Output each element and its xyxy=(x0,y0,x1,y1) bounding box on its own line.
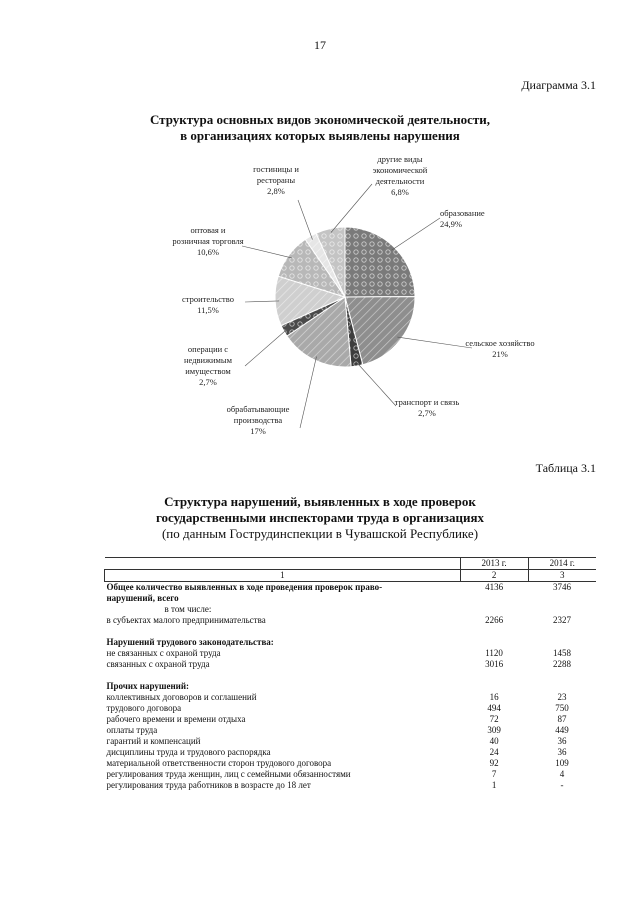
table-row xyxy=(105,670,597,681)
table-cell-v2014 xyxy=(528,637,596,648)
pie-slice-label xyxy=(395,397,460,418)
table-row-label: в субъектах малого предпринимательства xyxy=(106,615,266,625)
table-cell-v2013: 494 xyxy=(487,703,501,713)
pie-slice-label-line: гостиницы и xyxy=(253,164,299,174)
pie-leader-line xyxy=(245,329,287,366)
pie-slice-percent: 21% xyxy=(492,349,508,359)
table-row xyxy=(105,593,597,604)
pie-slice-label-line: образование xyxy=(440,208,485,218)
pie-leader-line xyxy=(356,362,396,406)
table-cell-v2013: 1120 xyxy=(485,648,503,658)
table-column-number: 2 xyxy=(460,570,528,582)
table-cell-v2014: - xyxy=(560,780,564,790)
table-cell-v2014: 4 xyxy=(559,769,565,779)
table-cell-v2013 xyxy=(460,637,528,648)
pie-slice-label-line: оптовая и xyxy=(190,225,226,235)
table-header-cell: 2013 г. xyxy=(460,558,528,570)
table-row-label xyxy=(105,626,461,637)
table-cell-v2013: 309 xyxy=(487,725,501,735)
table-cell-v2014 xyxy=(528,670,596,681)
table-row-label xyxy=(105,670,461,681)
table-column-number: 1 xyxy=(105,570,461,582)
pie-slice-percent: 11,5% xyxy=(197,305,219,315)
table-row-label: Нарушений трудового законодательства: xyxy=(106,637,274,647)
pie-slice-label-line: операции с xyxy=(187,344,229,354)
pie-slice-label-line: обрабатывающие xyxy=(226,404,290,414)
table-row-label: регулирования труда женщин, лиц с семейными обязанностями xyxy=(106,769,351,779)
table-row xyxy=(105,604,597,615)
table-cell-v2013: 2266 xyxy=(485,615,504,625)
pie-slice-percent: 10,6% xyxy=(197,247,219,257)
pie-slice-label-line: сельское хозяйство xyxy=(465,338,535,348)
table-cell-v2014 xyxy=(528,593,596,604)
pie-leader-line xyxy=(245,301,279,302)
table-cell-v2013: 4136 xyxy=(485,582,504,592)
diagram-label: Диаграмма 3.1 xyxy=(521,78,596,92)
table-cell-v2014: 1458 xyxy=(553,648,572,658)
table-header-cell: 2014 г. xyxy=(528,558,596,570)
table-row xyxy=(105,747,597,758)
table-row xyxy=(105,758,597,769)
table-row xyxy=(105,637,597,648)
table-cell-v2013: 40 xyxy=(489,736,499,746)
table-title-line-2: государственными инспекторами труда в организациях xyxy=(155,510,485,525)
pie-leader-line xyxy=(392,218,441,250)
pie-slices xyxy=(275,227,415,367)
pie-slice-label xyxy=(227,404,290,436)
pie-slice-label-line: имуществом xyxy=(185,366,231,376)
page-number: 17 xyxy=(314,38,326,52)
table-row-label: нарушений, всего xyxy=(106,593,179,603)
pie-slice-label xyxy=(184,344,233,387)
table-label: Таблица 3.1 xyxy=(535,461,596,475)
pie-slice-label xyxy=(465,338,534,359)
pie-slice-label-line: экономической xyxy=(372,165,428,175)
table-cell-v2013 xyxy=(460,593,528,604)
table-cell-v2014: 36 xyxy=(557,736,567,746)
pie-slice-label xyxy=(172,225,243,257)
pie-leader-line xyxy=(331,184,372,233)
table-cell-v2014: 23 xyxy=(557,692,567,702)
pie-slice-percent: 2,7% xyxy=(199,377,217,387)
table-row xyxy=(105,615,597,626)
table-row-label: Прочих нарушений: xyxy=(106,681,190,691)
pie-leader-line xyxy=(298,200,313,240)
table-row-label: Общее количество выявленных в ходе проведения проверок право- xyxy=(106,582,383,592)
table-row-label: регулирования труда работников в возрасте до 18 лет xyxy=(106,780,311,790)
table-cell-v2014 xyxy=(528,626,596,637)
table-row-label: дисциплины труда и трудового распорядка xyxy=(106,747,271,757)
violations-table xyxy=(104,557,596,791)
table-row xyxy=(105,703,597,714)
pie-slice-label xyxy=(182,294,234,315)
table-cell-v2013 xyxy=(460,681,528,692)
table-row xyxy=(105,780,597,791)
table-cell-v2014 xyxy=(528,681,596,692)
table-cell-v2013: 7 xyxy=(491,769,497,779)
pie-chart xyxy=(0,0,640,450)
table-cell-v2013 xyxy=(460,626,528,637)
table-row xyxy=(105,769,597,780)
table-row xyxy=(105,692,597,703)
pie-slice-percent: 2,7% xyxy=(418,408,436,418)
table-cell-v2013: 1 xyxy=(491,780,497,790)
table-cell-v2014 xyxy=(528,604,596,615)
table-column-number-row xyxy=(105,570,597,582)
table-title-line-3: (по данным Гострудинспекции в Чувашской Республике) xyxy=(161,526,479,541)
table-row xyxy=(105,736,597,747)
table-cell-v2013: 16 xyxy=(489,692,499,702)
chart-title-line-1: Структура основных видов экономической деятельности, xyxy=(149,112,491,127)
table-row xyxy=(105,648,597,659)
pie-slice-label-line: строительство xyxy=(182,294,234,304)
pie-slice-percent: 24,9% xyxy=(440,219,462,229)
table-column-number: 3 xyxy=(528,570,596,582)
table-cell-v2013: 24 xyxy=(489,747,499,757)
pie-leader-line xyxy=(397,337,472,348)
pie-slice-label-line: транспорт и связь xyxy=(394,397,460,407)
table-cell-v2013 xyxy=(460,670,528,681)
pie-slice-label-line: недвижимым xyxy=(184,355,232,365)
table-row-label: связанных с охраной труда xyxy=(106,659,210,669)
table-row-label: оплаты труда xyxy=(106,725,158,735)
pie-slice-label xyxy=(440,208,485,229)
table-row xyxy=(105,626,597,637)
pie-slice-label-line: деятельности xyxy=(375,176,425,186)
table-title-line-1: Структура нарушений, выявленных в ходе проверок xyxy=(164,494,476,509)
pie-slice-pattern xyxy=(345,227,415,297)
table-cell-v2014: 3746 xyxy=(553,582,572,592)
table-row xyxy=(105,659,597,670)
table-row xyxy=(105,725,597,736)
pie-slice-percent: 2,8% xyxy=(267,186,285,196)
pie-slice-label-line: другие виды xyxy=(377,154,423,164)
table-row-label: гарантий и компенсаций xyxy=(106,736,201,746)
table-cell-v2014: 109 xyxy=(555,758,569,768)
table-row xyxy=(105,714,597,725)
table-row-label: в том числе: xyxy=(164,604,212,614)
table-cell-v2013: 92 xyxy=(489,758,499,768)
table-header-cell xyxy=(105,558,461,570)
pie-slice-label xyxy=(253,164,299,196)
table-cell-v2014: 449 xyxy=(555,725,569,735)
table-row-label: трудового договора xyxy=(106,703,182,713)
chart-title-line-2: в организациях которых выявлены нарушения xyxy=(180,128,460,143)
table-row-label: коллективных договоров и соглашений xyxy=(106,692,257,702)
table-cell-v2014: 2327 xyxy=(553,615,572,625)
table-header-row xyxy=(105,558,597,570)
table-row xyxy=(105,582,597,594)
pie-leader-line xyxy=(242,246,292,258)
table-title xyxy=(0,494,640,542)
pie-slice-label-line: производства xyxy=(233,415,283,425)
table-row-label: не связанных с охраной труда xyxy=(106,648,221,658)
table-cell-v2014: 750 xyxy=(555,703,569,713)
pie-slice-label-line: розничная торговля xyxy=(172,236,244,246)
table-cell-v2013: 72 xyxy=(489,714,499,724)
table-cell-v2014: 2288 xyxy=(553,659,572,669)
table-row-label: рабочего времени и времени отдыха xyxy=(106,714,246,724)
table-row-label: материальной ответственности сторон трудового договора xyxy=(106,758,332,768)
table-cell-v2014: 36 xyxy=(557,747,567,757)
table-cell-v2013: 3016 xyxy=(485,659,504,669)
pie-slice-percent: 17% xyxy=(250,426,266,436)
table-cell-v2014: 87 xyxy=(557,714,567,724)
table-row xyxy=(105,681,597,692)
pie-leader-line xyxy=(300,357,317,429)
pie-slice-percent: 6,8% xyxy=(391,187,409,197)
pie-slice-label-line: рестораны xyxy=(256,175,296,185)
pie-slice-label xyxy=(373,154,428,197)
table-cell-v2013 xyxy=(460,604,528,615)
